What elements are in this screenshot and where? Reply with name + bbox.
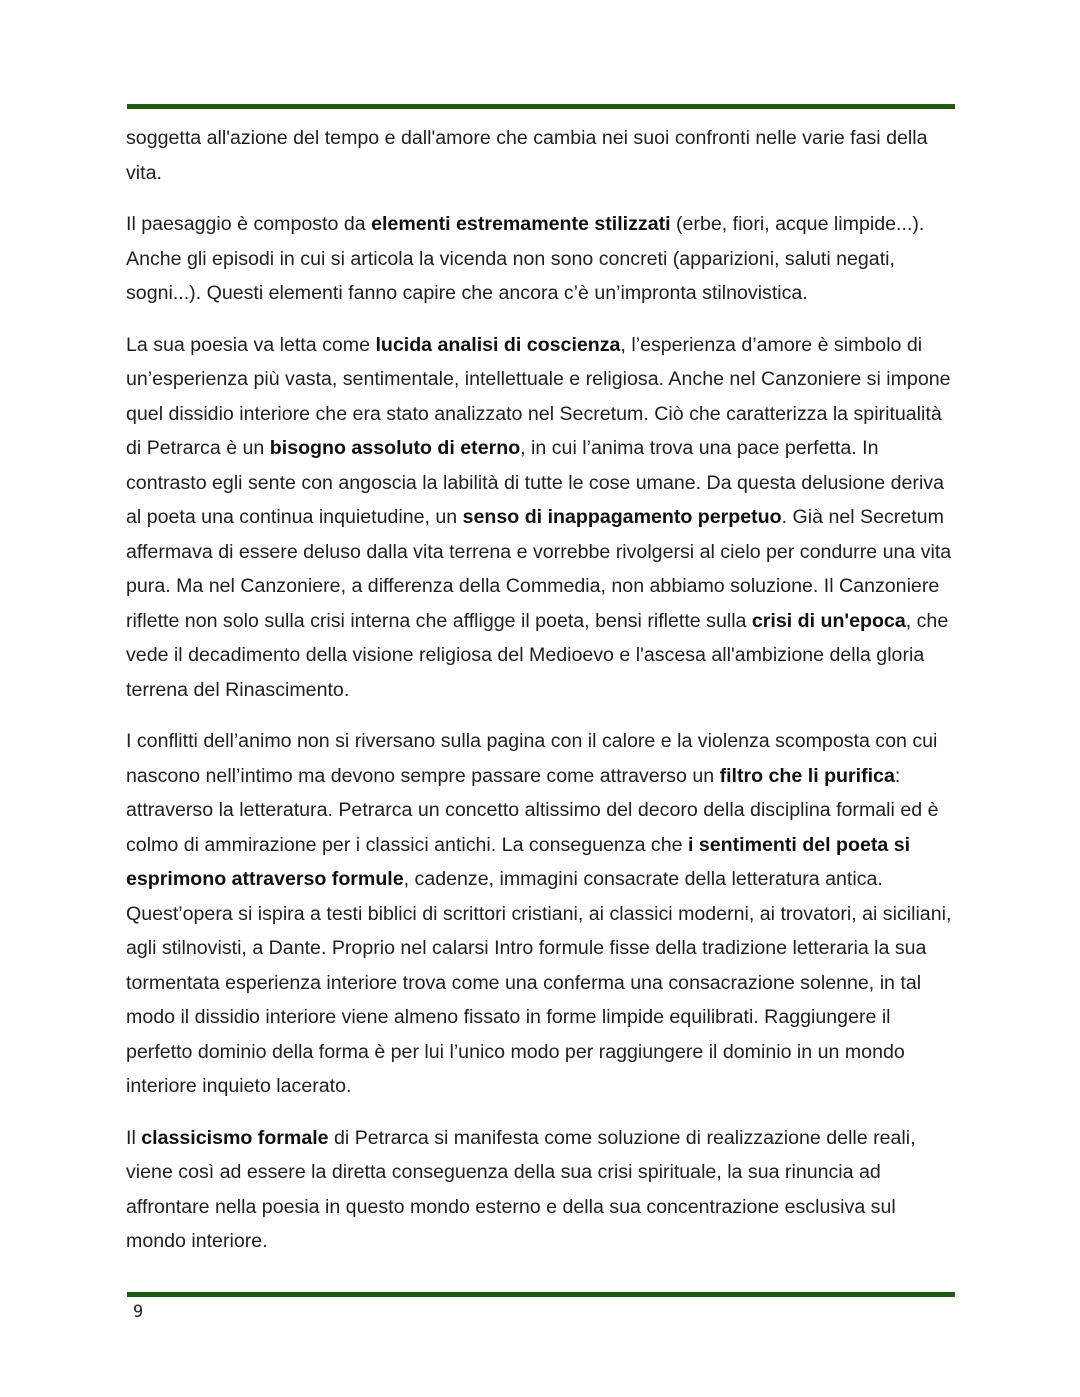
paragraph-literary-filter	[126, 724, 956, 1104]
text-run: (erbe, fiori, acque limpide...). Anche gli episodi in cui si articola la vicenda non sono concreti (apparizioni, saluti negati, sogni...). Questi elementi fanno capire che ancora c’è un’impronta stilnovistica.	[126, 213, 925, 304]
text-run: soggetta all'azione del tempo e dall'amore che cambia nei suoi confronti nelle varie fasi della vita.	[126, 127, 928, 184]
text-run: La sua poesia va letta come	[126, 333, 376, 356]
bold-phrase: crisi di un'epoca	[751, 609, 906, 632]
document-body	[126, 121, 956, 1276]
text-run: . Già nel Secretum affermava di essere deluso dalla vita terrena e vorrebbe rivolgersi al cielo per condurre una vita pura. Ma nel Canzoniere, a differenza della Commedia, non abbiamo soluzione. Il Canzoniere riflette non solo sulla crisi interna che affligge il poeta, bensi riflette sulla	[126, 506, 952, 632]
text-run: , l’esperienza d’amore è simbolo di un’esperienza più vasta, sentimentale, intellettuale e religiosa. Anche nel Canzoniere si impone quel dissidio interiore che era stato analizzato nel Secretum. Ciò che caratterizza la spiritualità di Petrarca è un	[126, 333, 951, 459]
bold-phrase: elementi estremamente stilizzati	[371, 213, 671, 235]
text-run: : attraverso la letteratura. Petrarca un concetto altissimo del decoro della disciplina formali ed è colmo di ammirazione per i classici antichi. La conseguenza che	[126, 764, 939, 856]
paragraph-landscape	[126, 207, 956, 311]
footer-rule	[127, 1292, 955, 1297]
bold-phrase: lucida analisi di coscienza	[375, 333, 621, 356]
bold-phrase: i sentimenti del poeta si esprimono attraverso formule	[126, 833, 911, 890]
page-number: 9	[133, 1302, 144, 1322]
text-run: di Petrarca si manifesta come soluzione di realizzazione delle reali, viene così ad essere la diretta conseguenza della sua crisi spirituale, la sua rinuncia ad affrontare nella poesia in questo mondo esterno e della sua concentrazione esclusiva sul mondo interiore.	[126, 1126, 916, 1252]
text-run: , in cui l’anima trova una pace perfetta. In contrasto egli sente con angoscia la labilità di tutte le cose umane. Da questa delusione deriva al poeta una continua inquietudine, un	[126, 437, 945, 528]
paragraph-classicism	[126, 1121, 956, 1259]
bold-phrase: bisogno assoluto di eterno	[269, 437, 521, 459]
bold-phrase: senso di inappagamento perpetuo	[462, 506, 782, 528]
text-run: Il	[126, 1126, 142, 1149]
text-run: , che vede il decadimento della visione religiosa del Medioevo e l'ascesa all'ambizione della gloria terrena del Rinascimento.	[126, 609, 949, 701]
text-run: I conflitti dell’animo non si riversano sulla pagina con il calore e la violenza scomposta con cui nascono nell’intimo ma devono sempre passare come attraverso un	[126, 730, 938, 787]
bold-phrase: filtro che li purifica	[719, 764, 895, 787]
paragraph-poetry-analysis	[126, 328, 956, 708]
paragraph-continuation	[126, 121, 956, 190]
text-run: , cadenze, immagini consacrate della letteratura antica. Quest’opera si ispira a testi biblici di scrittori cristiani, ai classici moderni, ai trovatori, ai siciliani, agli stilnovisti, a Dante. Proprio nel calarsi Intro formule fisse della tradizione letteraria la sua tormentata esperienza interiore trova come una conferma una consacrazione solenne, in tal modo il dissidio interiore viene almeno fissato in forme limpide equilibrati. Raggiungere il perfetto dominio della forma è per lui l’unico modo per raggiungere il dominio in un mondo interiore inquieto lacerato.	[126, 868, 952, 1097]
text-run: Il paesaggio è composto da	[126, 213, 372, 235]
bold-phrase: classicismo formale	[141, 1126, 329, 1149]
header-rule	[127, 104, 955, 109]
